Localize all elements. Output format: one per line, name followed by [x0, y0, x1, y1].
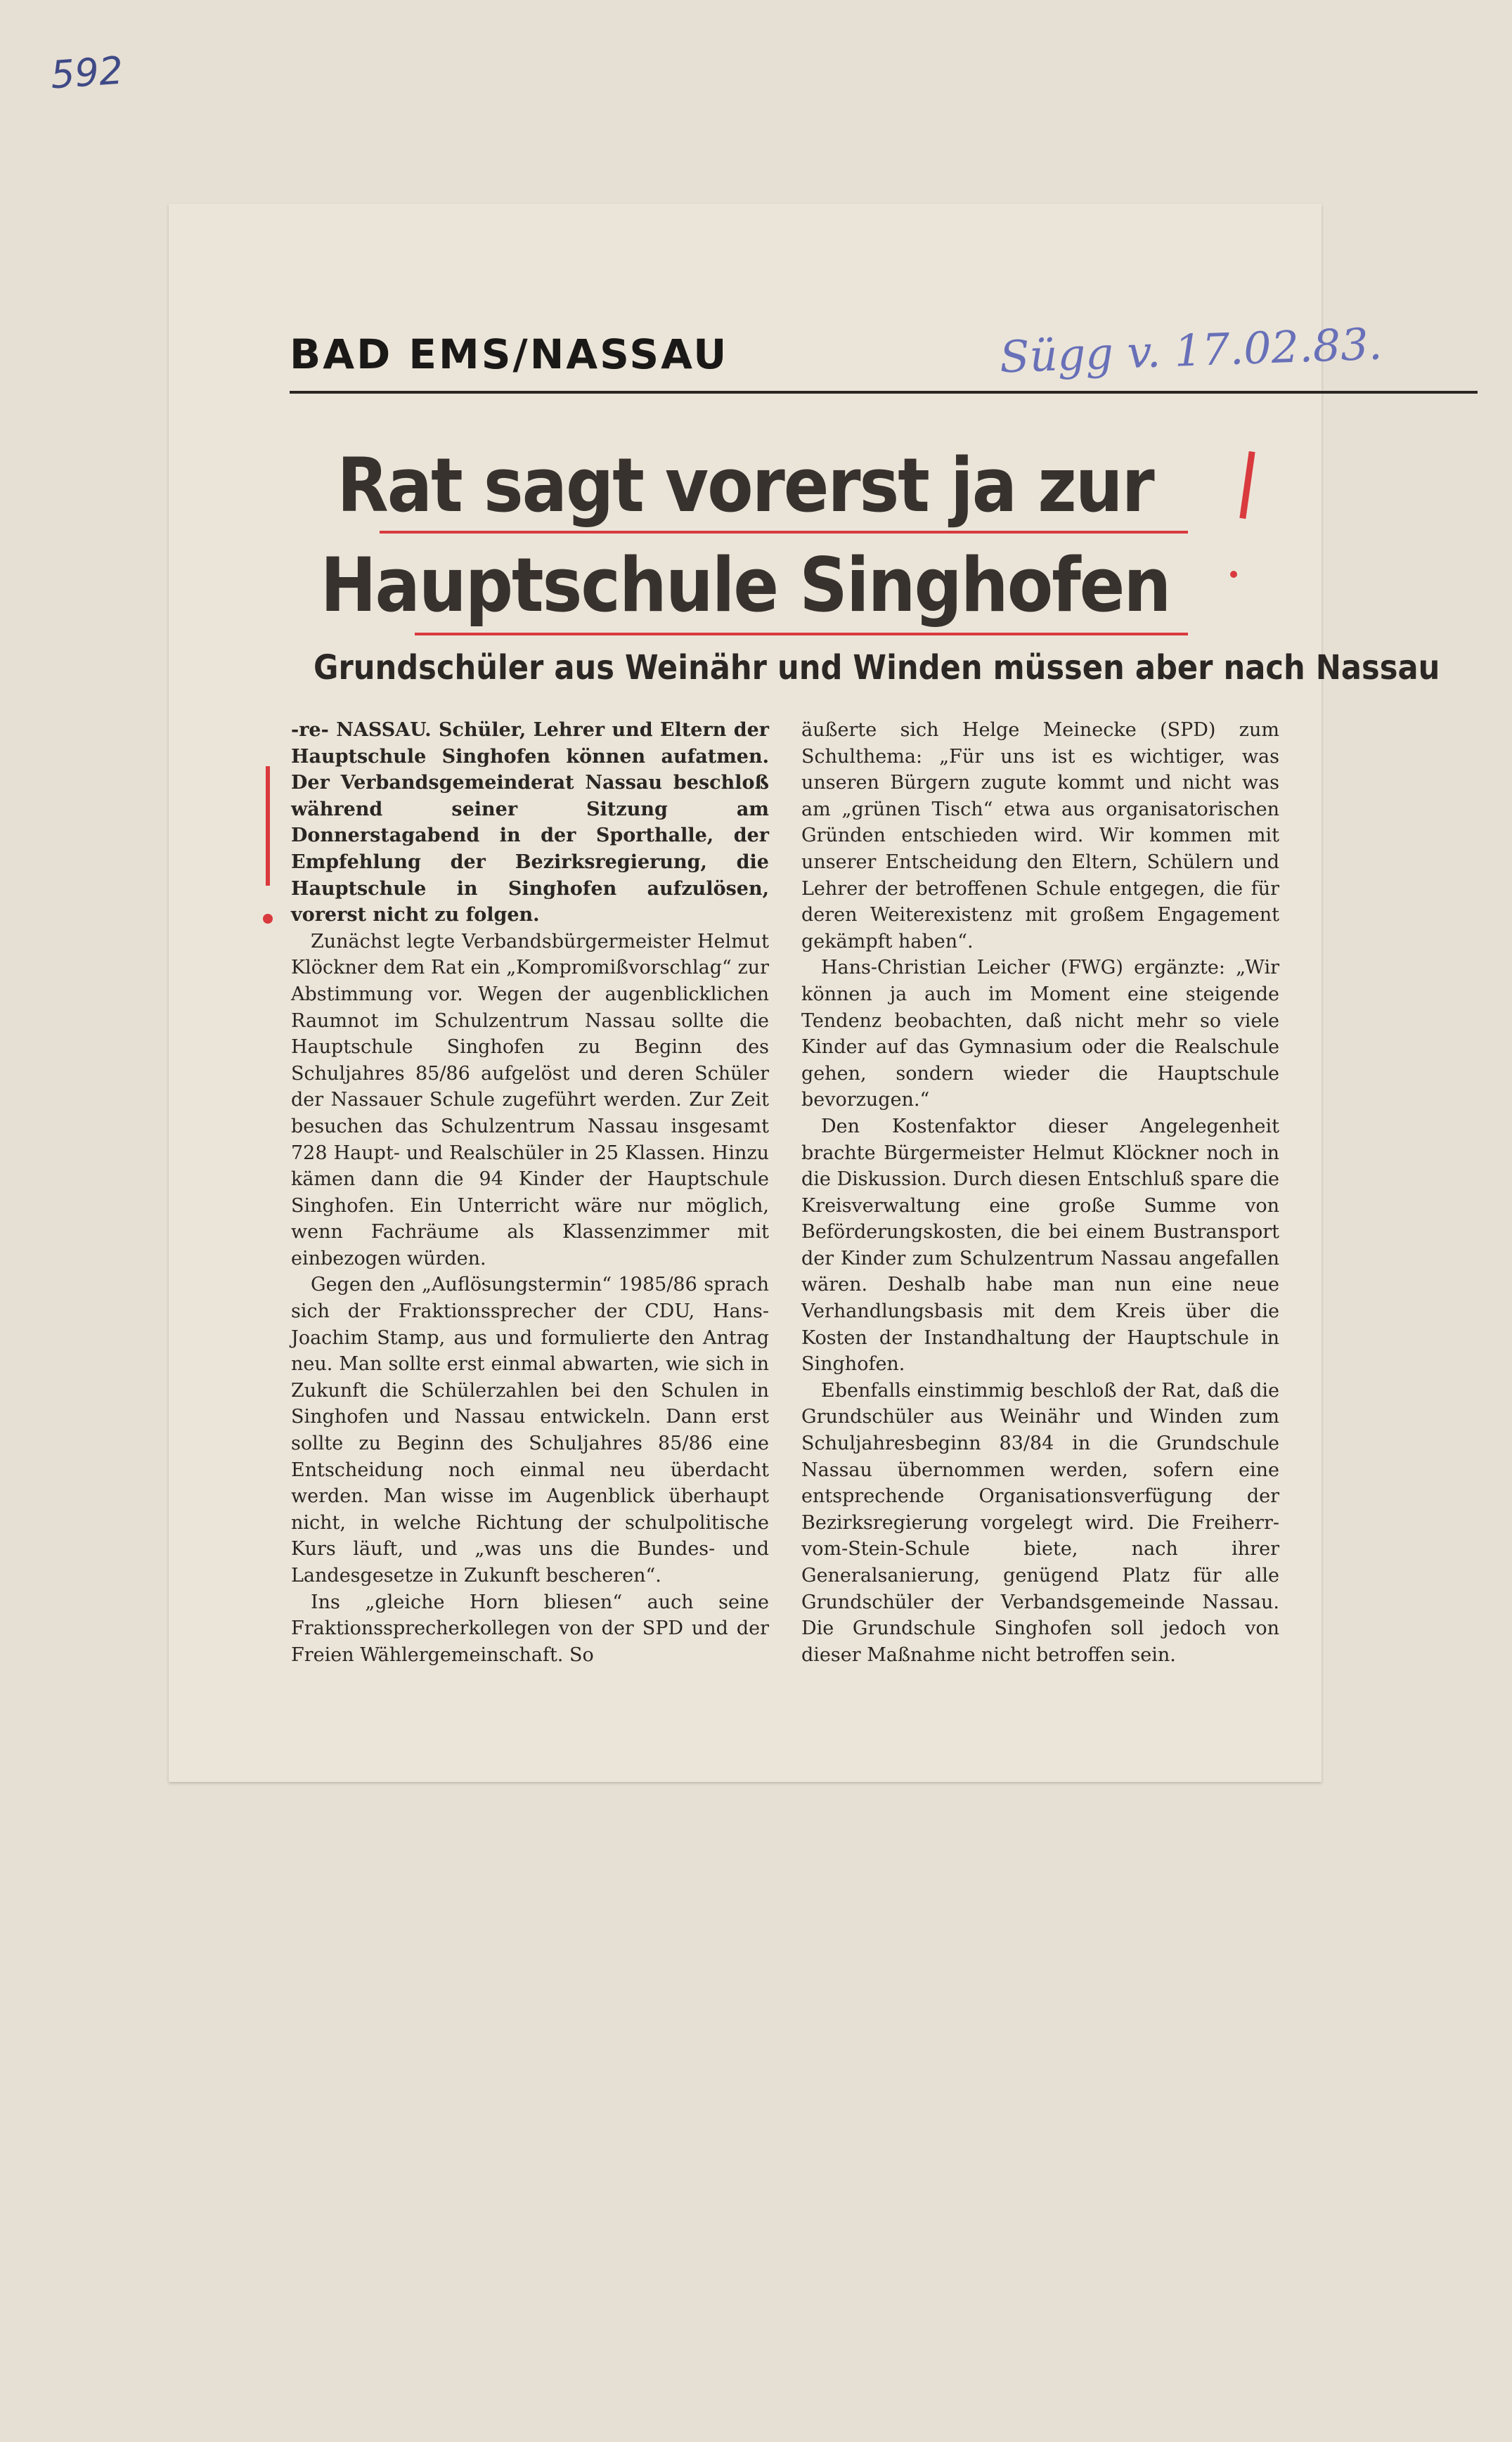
- section-header: [290, 318, 1478, 394]
- article-paragraph: Den Kostenfaktor dieser Angelegenheit brachte Bürgermeister Helmut Klöckner noch in die Diskussion. Durch diesen Entschluß spare die Kreisverwaltung eine große Summe von Beförderungskosten, die bei einem Bustransport der Kinder zum Schulzentrum Nassau angefallen wären. Deshalb habe man nun eine neue Verhandlungsbasis mit dem Kreis über die Kosten der Instandhaltung der Hauptschule in Singhofen.: [801, 1115, 1279, 1376]
- article-paragraph: Ins „gleiche Horn bliesen“ auch seine Fraktionssprecherkollegen von der SPD und der Freien Wählergemeinschaft. So: [291, 1591, 769, 1666]
- section-rule: [290, 391, 1478, 394]
- subheadline: Grundschüler aus Weinähr und Winden müssen aber nach Nassau: [314, 648, 1440, 687]
- red-underline-2: [415, 633, 1188, 635]
- page-number: 592: [49, 48, 125, 98]
- article-paragraph: äußerte sich Helge Meinecke (SPD) zum Schulthema: „Für uns ist es wichtiger, was unseren Bürgern zugute kommt und nicht was am „grünen Tisch“ etwa aus organisatorischen Gründen entschieden wird. Wir kommen mit unserer Entscheidung den Eltern, Schülern und Lehrer der betroffenen Schule entgegen, die für deren Weiterexistenz mit großem Engagement gekämpft haben“.: [801, 719, 1279, 952]
- article-paragraph: Hans-Christian Leicher (FWG) ergänzte: „Wir können ja auch im Moment eine steigende Tendenz beobachten, daß nicht mehr so viele Kinder auf das Gymnasium oder die Realschule gehen, sondern wieder die Hauptschule bevorzugen.“: [801, 957, 1279, 1111]
- article-paragraph: Zunächst legte Verbandsbürgermeister Helmut Klöckner dem Rat ein „Kompromißvorschlag“ zur Abstimmung vor. Wegen der augenblicklichen Raumnot im Schulzentrum Nassau sollte die Hauptschule Singhofen zu Beginn des Schuljahres 85/86 aufgelöst und deren Schüler der Nassauer Schule zugeführt werden. Zur Zeit besuchen das Schulzentrum Nassau insgesamt 728 Haupt- und Realschüler in 25 Klassen. Hinzu kämen dann die 94 Kinder der Hauptschule Singhofen. Ein Unterricht wäre nur möglich, wenn Fachräume als Klassenzimmer mit einbezogen würden.: [291, 930, 769, 1270]
- handwritten-date: Sügg v. 17.02.83.: [998, 318, 1383, 383]
- red-exclamation-dot: [1230, 571, 1237, 578]
- headline: [281, 436, 1209, 635]
- article-paragraph: Gegen den „Auflösungstermin“ 1985/86 sprach sich der Fraktionssprecher der CDU, Hans-Joachim Stamp, aus und formulierte den Antrag neu. Man sollte erst einmal abwarten, wie sich in Zukunft die Schülerzahlen bei den Schulen in Singhofen und Nassau entwickeln. Dann erst sollte zu Beginn des Schuljahres 85/86 eine Entscheidung noch einmal neu überdacht werden. Man wisse im Augenblick überhaupt nicht, in welche Richtung der schulpolitische Kurs läuft, und „was uns die Bundes- und Landesgesetze in Zukunft bescheren“.: [291, 1274, 769, 1587]
- article-column-left: [291, 717, 769, 1668]
- margin-red-mark: [266, 766, 270, 886]
- section-title: BAD EMS/NASSAU: [290, 330, 729, 378]
- headline-line-2: Hauptschule Singhofen: [320, 542, 1170, 628]
- margin-red-dot: [263, 914, 273, 924]
- article-lead: -re- NASSAU. Schüler, Lehrer und Eltern der Hauptschule Singhofen können aufatmen. Der Verbandsgemeinderat Nassau beschloß während seiner Sitzung am Donnerstagabend in der Sporthalle, der Empfehlung der Bezirksregierung, die Hauptschule in Singhofen aufzulösen, vorerst nicht zu folgen.: [291, 719, 769, 926]
- article-column-right: [801, 717, 1279, 1668]
- headline-line-1: Rat sagt vorerst ja zur: [337, 442, 1154, 529]
- article-paragraph: Ebenfalls einstimmig beschloß der Rat, daß die Grundschüler aus Weinähr und Winden zum Schuljahresbeginn 83/84 in die Grundschule Nassau übernommen werden, sofern eine entsprechende Organisationsverfügung der Bezirksregierung vorgelegt wird. Die Freiherr-vom-Stein-Schule biete, nach ihrer Generalsanierung, genügend Platz für alle Grundschüler der Verbandsgemeinde Nassau. Die Grundschule Singhofen soll jedoch von dieser Maßnahme nicht betroffen sein.: [801, 1379, 1279, 1666]
- red-underline-1: [380, 531, 1188, 534]
